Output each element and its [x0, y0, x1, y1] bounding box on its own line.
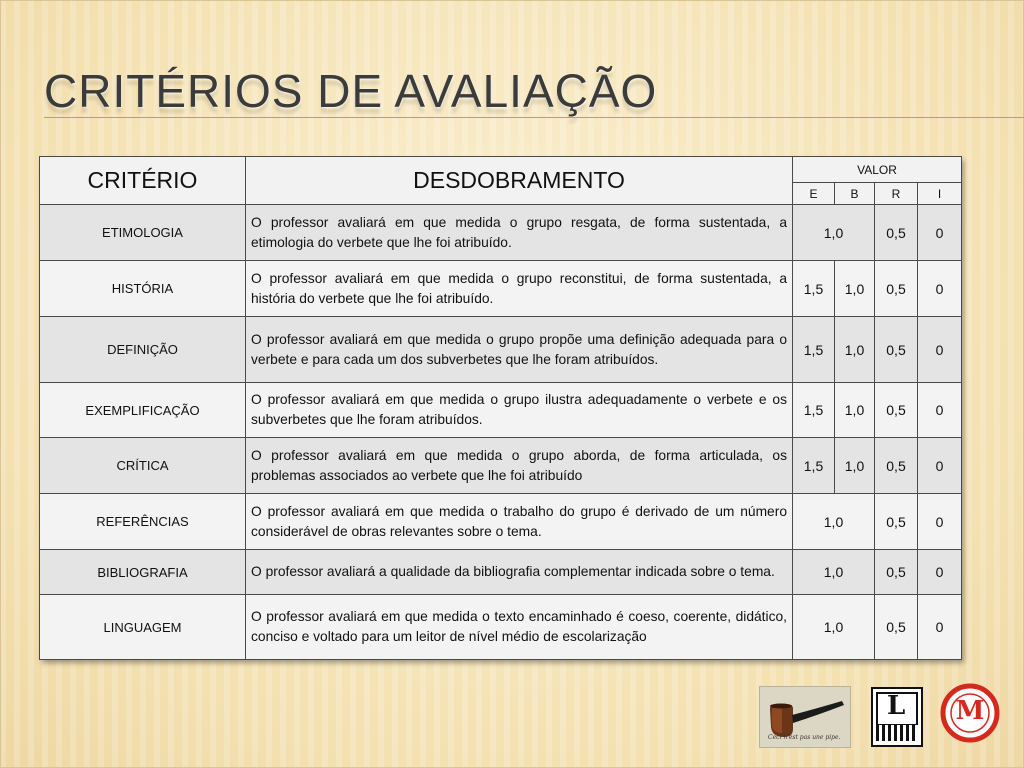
header-r: R [875, 183, 918, 205]
value-r-cell: 0,5 [875, 438, 918, 494]
value-i-cell: 0 [918, 205, 962, 261]
criterion-cell: REFERÊNCIAS [40, 494, 246, 550]
header-valor: VALOR [793, 157, 962, 183]
value-eb-cell: 1,0 [793, 205, 875, 261]
criteria-table [39, 156, 962, 660]
value-i-cell: 0 [918, 317, 962, 383]
title-underline [44, 117, 1024, 118]
description-cell: O professor avaliará em que medida o grupo aborda, de forma articulada, os problemas associados ao verbete que lhe foi atribuído [246, 438, 793, 494]
table-row [40, 438, 962, 494]
criterion-cell: BIBLIOGRAFIA [40, 550, 246, 595]
criterion-cell: HISTÓRIA [40, 261, 246, 317]
value-i-cell: 0 [918, 595, 962, 660]
header-i: I [918, 183, 962, 205]
table-row [40, 317, 962, 383]
value-r-cell: 0,5 [875, 317, 918, 383]
criterion-cell: CRÍTICA [40, 438, 246, 494]
value-e-cell: 1,5 [793, 438, 835, 494]
criterion-cell: DEFINIÇÃO [40, 317, 246, 383]
value-eb-cell: 1,0 [793, 494, 875, 550]
description-cell: O professor avaliará em que medida o grupo propõe uma definição adequada para o verbete e para cada um dos subverbetes que lhe foram atribuídos. [246, 317, 793, 383]
value-r-cell: 0,5 [875, 550, 918, 595]
value-i-cell: 0 [918, 261, 962, 317]
value-r-cell: 0,5 [875, 205, 918, 261]
description-cell: O professor avaliará em que medida o grupo ilustra adequadamente o verbete e os subverbetes que lhe foram atribuídos. [246, 383, 793, 438]
value-i-cell: 0 [918, 494, 962, 550]
value-b-cell: 1,0 [835, 317, 875, 383]
value-e-cell: 1,5 [793, 383, 835, 438]
criteria-table-wrapper [39, 156, 961, 659]
value-i-cell: 0 [918, 550, 962, 595]
value-b-cell: 1,0 [835, 261, 875, 317]
description-cell: O professor avaliará a qualidade da bibliografia complementar indicada sobre o tema. [246, 550, 793, 595]
pipe-painting-logo [759, 686, 851, 748]
m-logo [940, 683, 1000, 743]
value-b-cell: 1,0 [835, 383, 875, 438]
value-r-cell: 0,5 [875, 383, 918, 438]
header-e: E [793, 183, 835, 205]
value-b-cell: 1,0 [835, 438, 875, 494]
value-r-cell: 0,5 [875, 261, 918, 317]
table-row [40, 494, 962, 550]
value-e-cell: 1,5 [793, 261, 835, 317]
value-r-cell: 0,5 [875, 494, 918, 550]
slide-title: CRITÉRIOS DE AVALIAÇÃO [44, 65, 658, 117]
value-r-cell: 0,5 [875, 595, 918, 660]
l-logo-letter: L [887, 691, 906, 721]
criterion-cell: LINGUAGEM [40, 595, 246, 660]
header-b: B [835, 183, 875, 205]
description-cell: O professor avaliará em que medida o texto encaminhado é coeso, coerente, didático, conciso e voltado para um leitor de nível médio de escolarização [246, 595, 793, 660]
value-i-cell: 0 [918, 438, 962, 494]
table-row [40, 261, 962, 317]
criterion-cell: ETIMOLOGIA [40, 205, 246, 261]
value-i-cell: 0 [918, 383, 962, 438]
value-e-cell: 1,5 [793, 317, 835, 383]
header-criterio: CRITÉRIO [40, 157, 246, 205]
criterion-cell: EXEMPLIFICAÇÃO [40, 383, 246, 438]
header-desdobramento: DESDOBRAMENTO [246, 157, 793, 205]
l-logo [871, 687, 923, 747]
table-row [40, 383, 962, 438]
pipe-caption: Ceci n'est pas une pipe. [768, 734, 841, 741]
description-cell: O professor avaliará em que medida o grupo resgata, de forma sustentada, a etimologia do verbete que lhe foi atribuído. [246, 205, 793, 261]
m-logo-letter: M [955, 696, 985, 726]
table-row [40, 205, 962, 261]
value-eb-cell: 1,0 [793, 550, 875, 595]
value-eb-cell: 1,0 [793, 595, 875, 660]
description-cell: O professor avaliará em que medida o trabalho do grupo é derivado de um número considerável de obras relevantes sobre o tema. [246, 494, 793, 550]
table-row [40, 595, 962, 660]
table-row [40, 550, 962, 595]
description-cell: O professor avaliará em que medida o grupo reconstitui, de forma sustentada, a história do verbete que lhe foi atribuído. [246, 261, 793, 317]
